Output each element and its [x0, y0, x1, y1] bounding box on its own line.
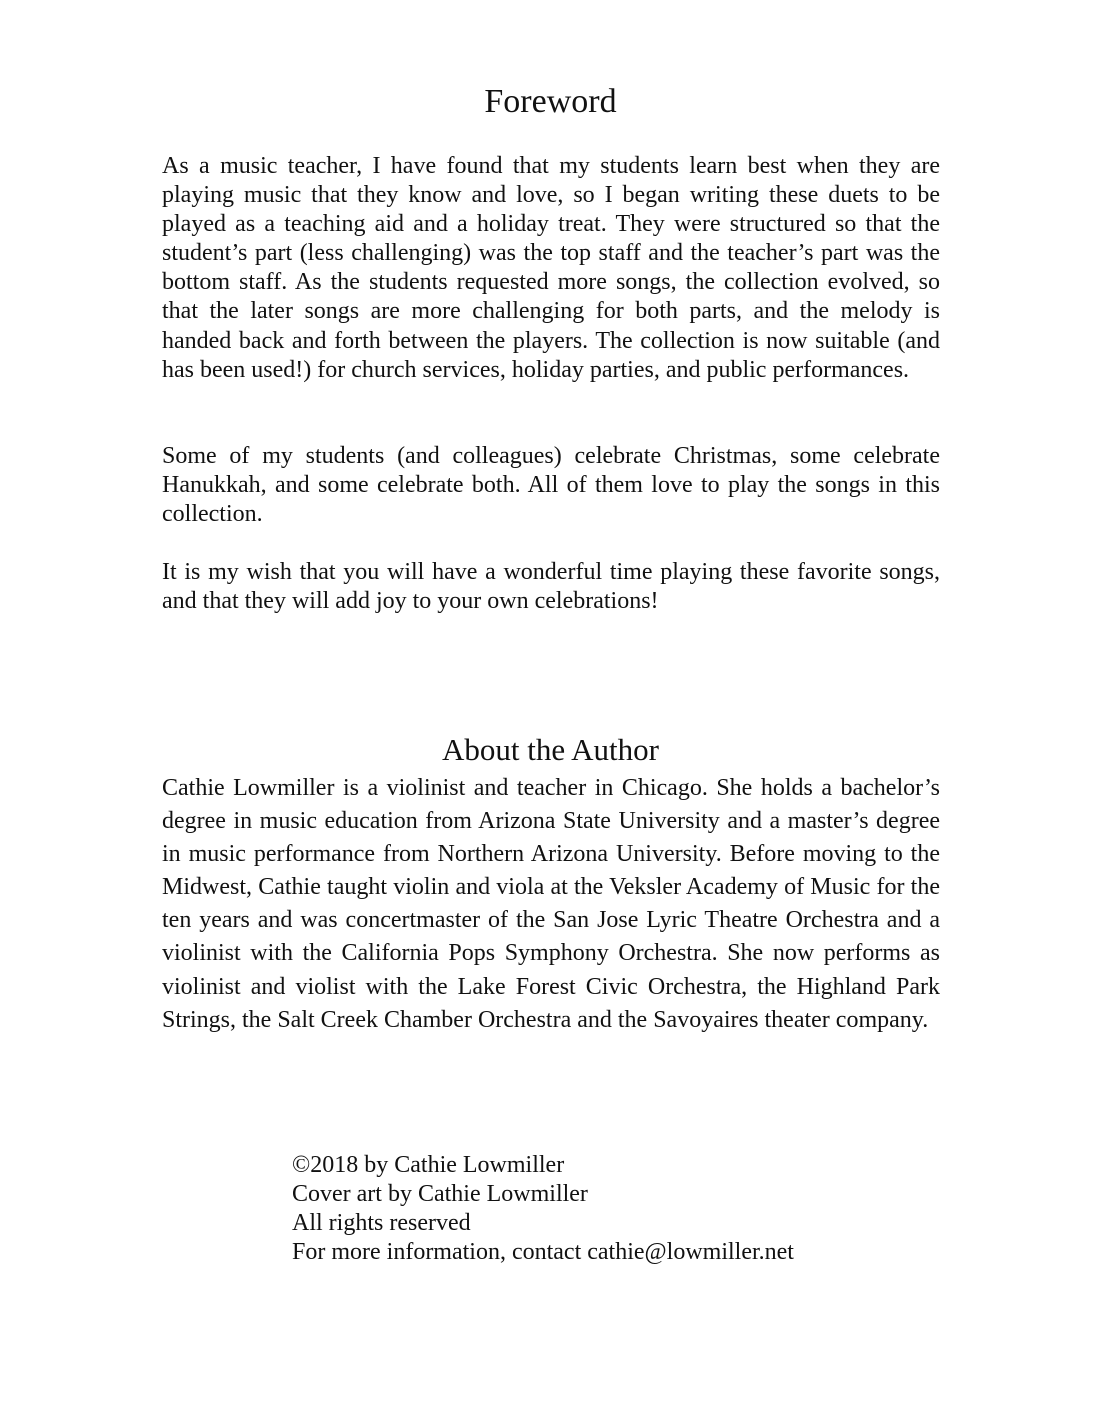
cover-art-credit: Cover art by Cathie Lowmiller	[292, 1181, 588, 1208]
copyright-line: ©2018 by Cathie Lowmiller	[292, 1152, 565, 1178]
foreword-heading: Foreword	[484, 83, 617, 120]
about-author-heading: About the Author	[442, 732, 659, 767]
foreword-paragraph-3: It is my wish that you will have a wonderful time playing these favorite songs, and that they will add joy to your own celebrations!	[162, 559, 940, 615]
foreword-paragraph-1: As a music teacher, I have found that my students learn best when they are playing music that they know and love, so I began writing these duets to be played as a teaching aid and a holiday treat. They were structured so that the student’s part (less challenging) was the top staff and the teacher’s part was the bottom staff. As the students requested more songs, the collection evolved, so that the later songs are more challenging for both parts, and the melody is handed back and forth between the players. The collection is now suitable (and has been used!) for church services, holiday parties, and public performances.	[162, 153, 940, 383]
contact-line: For more information, contact cathie@lowmiller.net	[292, 1239, 794, 1266]
foreword-paragraph-2: Some of my students (and colleagues) celebrate Christmas, some celebrate Hanukkah, and some celebrate both. All of them love to play the songs in this collection.	[162, 443, 940, 528]
author-bio-paragraph: Cathie Lowmiller is a violinist and teacher in Chicago. She holds a bachelor’s degree in music education from Arizona State University and a master’s degree in music performance from Northern Arizona University. Before moving to the Midwest, Cathie taught violin and viola at the Veksler Academy of Music for the ten years and was concertmaster of the San Jose Lyric Theatre Orchestra and a violinist with the California Pops Symphony Orchestra. She now performs as violinist and violist with the Lake Forest Civic Orchestra, the Highland Park Strings, the Salt Creek Chamber Orchestra and the Savoyaires theater company.	[162, 775, 940, 1033]
rights-line: All rights reserved	[292, 1210, 471, 1237]
colophon-block	[292, 1151, 794, 1267]
